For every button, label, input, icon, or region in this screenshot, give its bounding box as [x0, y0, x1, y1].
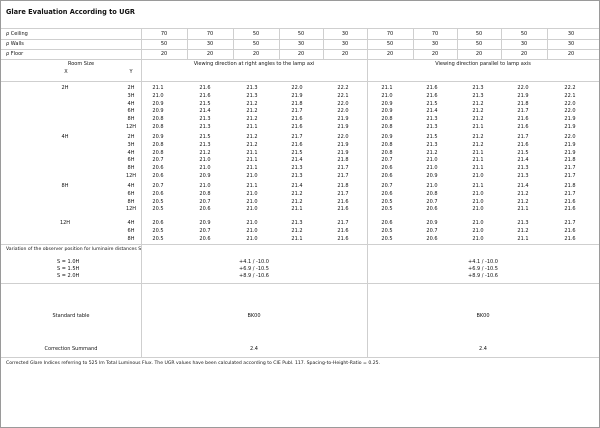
reflectance-value: 20: [386, 51, 394, 57]
room-y: 4H: [127, 100, 135, 107]
ugr-value: 21.6: [564, 198, 576, 205]
ugr-value: 21.0: [152, 92, 164, 99]
ugr-value: 21.7: [337, 165, 349, 171]
ugr-value: 21.5: [517, 149, 529, 156]
ugr-value: 20.5: [381, 198, 393, 205]
ugr-value: 20.6: [152, 165, 164, 171]
ugr-value: 20.7: [199, 227, 211, 234]
ugr-value: 20.6: [426, 235, 438, 242]
ugr-value: 20.8: [381, 141, 393, 148]
ugr-value: 21.1: [246, 149, 258, 156]
ugr-value: 21.6: [291, 116, 303, 122]
ugr-value: 21.3: [517, 220, 529, 226]
reflectance-value: 20: [160, 51, 168, 57]
room-y: 8H: [127, 165, 135, 171]
ugr-value: 22.0: [337, 134, 349, 140]
ugr-value: 20.8: [426, 190, 438, 197]
ugr-value: 21.3: [246, 92, 258, 99]
ugr-value: 20.6: [381, 172, 393, 179]
reflectance-value: 50: [297, 31, 305, 37]
ugr-value: 21.1: [472, 183, 484, 189]
ugr-value: 21.1: [472, 157, 484, 164]
ugr-value: 21.1: [152, 85, 164, 91]
variation-left-value: +6.9 / -10.5: [239, 266, 269, 272]
room-y: 6H: [127, 157, 135, 164]
ugr-value: 20.8: [152, 123, 164, 130]
ugr-value: 22.2: [337, 85, 349, 91]
reflectance-label: ρ Ceiling: [6, 31, 28, 37]
ugr-value: 21.4: [517, 183, 529, 189]
ugr-value: 21.3: [199, 116, 211, 122]
ugr-value: 21.2: [517, 190, 529, 197]
ugr-value: 21.0: [472, 172, 484, 179]
room-y: 4H: [127, 149, 135, 156]
ugr-value: 22.1: [337, 92, 349, 99]
ugr-value: 21.9: [564, 123, 576, 130]
room-y: 6H: [127, 108, 135, 115]
ugr-value: 21.1: [246, 157, 258, 164]
ugr-value: 21.1: [472, 149, 484, 156]
ugr-value: 20.7: [152, 183, 164, 189]
column-divider: [547, 28, 548, 59]
room-x: 4H: [61, 134, 69, 140]
ugr-value: 21.1: [381, 85, 393, 91]
standard-table-right: BK00: [476, 313, 490, 319]
ugr-value: 21.2: [246, 100, 258, 107]
ugr-value: 21.9: [564, 116, 576, 122]
divider: [1, 357, 599, 358]
ugr-value: 21.0: [246, 198, 258, 205]
ugr-value: 21.8: [337, 183, 349, 189]
ugr-value: 21.1: [291, 235, 303, 242]
variation-left-value: +8.9 / -10.6: [239, 273, 269, 279]
ugr-value: 20.7: [199, 198, 211, 205]
room-size-label: Room Size: [67, 61, 95, 67]
ugr-value: 21.3: [517, 165, 529, 171]
ugr-value: 21.0: [426, 157, 438, 164]
ugr-value: 22.1: [564, 92, 576, 99]
ugr-value: 22.2: [564, 85, 576, 91]
room-x: 2H: [61, 85, 69, 91]
room-y: 6H: [127, 227, 135, 234]
room-y: 3H: [127, 92, 135, 99]
ugr-value: 20.5: [152, 235, 164, 242]
ugr-value: 21.4: [199, 108, 211, 115]
ugr-value: 21.7: [337, 190, 349, 197]
ugr-value: 21.0: [472, 190, 484, 197]
ugr-value: 21.0: [426, 165, 438, 171]
room-y: 12H: [125, 123, 137, 130]
ugr-value: 20.9: [152, 134, 164, 140]
ugr-value: 21.2: [472, 100, 484, 107]
reflectance-value: 50: [475, 41, 483, 47]
ugr-value: 21.4: [517, 157, 529, 164]
ugr-value: 21.5: [291, 149, 303, 156]
ugr-value: 20.5: [152, 227, 164, 234]
reflectance-value: 30: [297, 41, 305, 47]
ugr-value: 22.0: [564, 134, 576, 140]
ugr-value: 21.1: [246, 183, 258, 189]
ugr-value: 21.0: [472, 235, 484, 242]
reflectance-value: 70: [431, 31, 439, 37]
ugr-value: 21.3: [199, 141, 211, 148]
ugr-value: 21.9: [337, 123, 349, 130]
column-divider: [501, 28, 502, 59]
ugr-value: 20.9: [152, 108, 164, 115]
room-x: 12H: [59, 220, 71, 226]
ugr-value: 21.3: [246, 85, 258, 91]
divider: [1, 28, 599, 29]
room-y: 8H: [127, 116, 135, 122]
ugr-value: 21.5: [426, 134, 438, 140]
ugr-value: 21.1: [472, 123, 484, 130]
ugr-value: 20.7: [152, 157, 164, 164]
ugr-value: 21.2: [426, 149, 438, 156]
ugr-value: 20.8: [381, 123, 393, 130]
ugr-value: 20.9: [426, 220, 438, 226]
reflectance-value: 30: [341, 31, 349, 37]
room-y: 2H: [127, 85, 135, 91]
ugr-value: 21.7: [564, 220, 576, 226]
ugr-value: 21.2: [517, 198, 529, 205]
ugr-value: 22.0: [564, 108, 576, 115]
ugr-value: 21.6: [337, 198, 349, 205]
ugr-value: 21.8: [517, 100, 529, 107]
ugr-value: 21.0: [472, 206, 484, 213]
reflectance-value: 30: [206, 41, 214, 47]
room-y: 12H: [125, 206, 137, 213]
room-y: 6H: [127, 190, 135, 197]
reflectance-value: 50: [475, 31, 483, 37]
ugr-value: 21.0: [199, 165, 211, 171]
reflectance-value: 30: [431, 41, 439, 47]
ugr-value: 20.8: [152, 116, 164, 122]
room-y: 12H: [125, 172, 137, 179]
reflectance-value: 30: [341, 41, 349, 47]
ugr-value: 21.5: [199, 134, 211, 140]
ugr-value: 20.9: [199, 172, 211, 179]
y-label: Y: [129, 69, 133, 75]
ugr-value: 21.0: [246, 172, 258, 179]
ugr-value: 20.7: [426, 227, 438, 234]
ugr-value: 21.6: [517, 123, 529, 130]
ugr-value: 21.6: [337, 227, 349, 234]
ugr-value: 20.8: [199, 190, 211, 197]
reflectance-value: 50: [252, 41, 260, 47]
ugr-value: 21.4: [291, 183, 303, 189]
ugr-value: 21.0: [381, 92, 393, 99]
ugr-value: 21.8: [291, 100, 303, 107]
spacing-label: S = 1.5H: [57, 266, 80, 272]
ugr-value: 21.9: [337, 141, 349, 148]
ugr-value: 21.6: [517, 116, 529, 122]
ugr-value: 20.6: [199, 206, 211, 213]
room-x: 8H: [61, 183, 69, 189]
direction-right-angles-label: Viewing direction at right angles to the lamp axi: [193, 61, 315, 67]
ugr-value: 21.6: [291, 123, 303, 130]
ugr-value: 21.2: [472, 134, 484, 140]
correction-summand-left: 2.4: [250, 346, 258, 352]
variation-right-value: +4.1 / -10.0: [468, 259, 498, 265]
variation-left-value: +4.1 / -10.0: [239, 259, 269, 265]
ugr-value: 21.6: [199, 92, 211, 99]
ugr-value: 20.6: [152, 172, 164, 179]
standard-table-left: BK00: [247, 313, 261, 319]
reflectance-value: 20: [475, 51, 483, 57]
reflectance-value: 20: [567, 51, 575, 57]
ugr-value: 21.6: [426, 85, 438, 91]
variation-heading: Variation of the observer position for luminaire distances S: [6, 247, 142, 252]
ugr-value: 20.8: [152, 141, 164, 148]
ugr-value: 21.0: [246, 235, 258, 242]
ugr-value: 21.2: [246, 134, 258, 140]
reflectance-value: 20: [206, 51, 214, 57]
ugr-value: 21.2: [472, 141, 484, 148]
ugr-value: 20.6: [381, 190, 393, 197]
room-y: 3H: [127, 141, 135, 148]
divider: [1, 244, 599, 245]
column-divider: [367, 28, 368, 357]
ugr-value: 21.2: [291, 227, 303, 234]
ugr-value: 21.3: [426, 116, 438, 122]
room-y: 4H: [127, 220, 135, 226]
ugr-value: 21.0: [472, 220, 484, 226]
correction-summand-label: Correction Summand: [44, 346, 98, 352]
ugr-value: 21.2: [291, 198, 303, 205]
ugr-value: 21.3: [472, 85, 484, 91]
reflectance-value: 50: [252, 31, 260, 37]
standard-table-label: Standard table: [52, 313, 90, 319]
correction-summand-right: 2.4: [479, 346, 487, 352]
ugr-value: 21.3: [426, 141, 438, 148]
ugr-value: 21.9: [564, 141, 576, 148]
reflectance-value: 20: [252, 51, 260, 57]
footnote: Corrected Glare Indices referring to 525 lm Total Luminous Flux. The UGR values have been calculated according to CIE Publ. 117. Spacing-to-Height-Ratio = 0.25.: [6, 361, 381, 366]
ugr-value: 22.0: [517, 85, 529, 91]
ugr-value: 20.9: [426, 172, 438, 179]
ugr-value: 21.2: [246, 116, 258, 122]
ugr-value: 21.2: [472, 116, 484, 122]
reflectance-value: 50: [520, 31, 528, 37]
room-y: 8H: [127, 198, 135, 205]
divider: [1, 59, 599, 60]
ugr-value: 21.1: [291, 206, 303, 213]
column-divider: [413, 28, 414, 59]
ugr-value: 21.4: [426, 108, 438, 115]
ugr-value: 21.2: [472, 108, 484, 115]
ugr-value: 21.0: [246, 220, 258, 226]
ugr-value: 21.6: [337, 235, 349, 242]
ugr-value: 20.6: [381, 165, 393, 171]
ugr-value: 20.7: [381, 183, 393, 189]
spacing-label: S = 2.0H: [57, 273, 80, 279]
ugr-value: 21.2: [246, 141, 258, 148]
variation-right-value: +6.9 / -10.5: [468, 266, 498, 272]
ugr-value: 21.0: [199, 157, 211, 164]
column-divider: [323, 28, 324, 59]
ugr-value: 20.7: [426, 198, 438, 205]
ugr-value: 21.3: [291, 172, 303, 179]
ugr-value: 21.9: [517, 92, 529, 99]
page-title: Glare Evaluation According to UGR: [6, 8, 135, 16]
reflectance-label: ρ Floor: [6, 51, 24, 57]
ugr-value: 20.6: [426, 206, 438, 213]
ugr-value: 21.0: [199, 183, 211, 189]
column-divider: [233, 28, 234, 59]
ugr-value: 21.9: [337, 116, 349, 122]
ugr-value: 22.0: [337, 108, 349, 115]
ugr-value: 20.8: [152, 149, 164, 156]
column-divider: [457, 28, 458, 59]
ugr-value: 21.2: [246, 108, 258, 115]
ugr-value: 21.7: [564, 165, 576, 171]
ugr-value: 21.7: [564, 190, 576, 197]
ugr-value: 21.6: [337, 206, 349, 213]
ugr-value: 21.6: [564, 206, 576, 213]
ugr-value: 21.1: [517, 235, 529, 242]
divider: [1, 49, 599, 50]
ugr-value: 20.6: [152, 220, 164, 226]
ugr-value: 20.5: [381, 227, 393, 234]
ugr-value: 20.5: [152, 206, 164, 213]
reflectance-value: 70: [160, 31, 168, 37]
ugr-value: 21.3: [426, 123, 438, 130]
reflectance-value: 30: [567, 41, 575, 47]
ugr-value: 20.6: [381, 220, 393, 226]
variation-right-value: +8.9 / -10.6: [468, 273, 498, 279]
column-divider: [279, 28, 280, 59]
ugr-value: 21.1: [517, 206, 529, 213]
ugr-value: 21.0: [246, 206, 258, 213]
ugr-value: 21.8: [564, 157, 576, 164]
ugr-value: 21.7: [337, 172, 349, 179]
ugr-value: 21.7: [564, 172, 576, 179]
ugr-value: 21.0: [472, 227, 484, 234]
ugr-value: 21.2: [199, 149, 211, 156]
ugr-value: 21.3: [291, 165, 303, 171]
ugr-value: 21.1: [246, 165, 258, 171]
ugr-value: 21.7: [517, 134, 529, 140]
reflectance-value: 20: [520, 51, 528, 57]
ugr-value: 21.7: [337, 220, 349, 226]
ugr-value: 22.0: [564, 100, 576, 107]
reflectance-value: 50: [160, 41, 168, 47]
divider: [1, 283, 599, 284]
reflectance-value: 70: [206, 31, 214, 37]
room-y: 8H: [127, 235, 135, 242]
divider: [1, 81, 599, 82]
ugr-value: 21.0: [246, 190, 258, 197]
ugr-value: 21.9: [337, 149, 349, 156]
ugr-value: 21.7: [291, 134, 303, 140]
ugr-value: 20.5: [381, 206, 393, 213]
reflectance-value: 20: [431, 51, 439, 57]
reflectance-value: 20: [297, 51, 305, 57]
room-y: 2H: [127, 134, 135, 140]
ugr-value: 21.9: [564, 149, 576, 156]
ugr-value: 21.6: [517, 141, 529, 148]
ugr-value: 21.8: [564, 183, 576, 189]
reflectance-value: 30: [520, 41, 528, 47]
ugr-value: 21.3: [291, 220, 303, 226]
ugr-value: 20.9: [152, 100, 164, 107]
divider: [1, 39, 599, 40]
reflectance-value: 50: [386, 41, 394, 47]
spacing-label: S = 1.0H: [57, 259, 80, 265]
ugr-value: 20.9: [381, 108, 393, 115]
ugr-value: 20.5: [152, 198, 164, 205]
ugr-value: 21.4: [291, 157, 303, 164]
ugr-value: 21.3: [517, 172, 529, 179]
ugr-value: 21.6: [564, 227, 576, 234]
ugr-value: 21.2: [517, 227, 529, 234]
x-label: X: [64, 69, 68, 75]
ugr-value: 21.6: [291, 141, 303, 148]
column-divider: [187, 28, 188, 59]
ugr-value: 21.0: [246, 227, 258, 234]
ugr-value: 21.3: [199, 123, 211, 130]
ugr-value: 21.6: [199, 85, 211, 91]
reflectance-value: 20: [341, 51, 349, 57]
ugr-value: 21.1: [472, 165, 484, 171]
room-y: 4H: [127, 183, 135, 189]
ugr-value: 21.5: [199, 100, 211, 107]
ugr-value: 20.9: [199, 220, 211, 226]
ugr-value: 21.2: [291, 190, 303, 197]
ugr-value: 21.6: [564, 235, 576, 242]
ugr-value: 22.0: [291, 85, 303, 91]
ugr-value: 21.1: [246, 123, 258, 130]
ugr-value: 20.6: [199, 235, 211, 242]
ugr-value: 20.7: [381, 157, 393, 164]
ugr-value: 21.7: [291, 108, 303, 115]
ugr-value: 20.6: [152, 190, 164, 197]
ugr-value: 20.8: [381, 116, 393, 122]
ugr-value: 20.8: [381, 149, 393, 156]
direction-parallel-label: Viewing direction parallel to lamp axis: [435, 61, 531, 67]
ugr-value: 21.0: [426, 183, 438, 189]
ugr-value: 20.9: [381, 100, 393, 107]
ugr-value: 21.3: [472, 92, 484, 99]
ugr-value: 21.8: [337, 157, 349, 164]
ugr-value: 21.7: [517, 108, 529, 115]
ugr-value: 21.0: [472, 198, 484, 205]
ugr-value: 22.0: [337, 100, 349, 107]
ugr-value: 21.9: [291, 92, 303, 99]
reflectance-value: 70: [386, 31, 394, 37]
ugr-value: 20.9: [381, 134, 393, 140]
ugr-value: 21.5: [426, 100, 438, 107]
reflectance-label: ρ Walls: [6, 41, 24, 47]
reflectance-value: 30: [567, 31, 575, 37]
ugr-value: 20.5: [381, 235, 393, 242]
ugr-value: 21.6: [426, 92, 438, 99]
